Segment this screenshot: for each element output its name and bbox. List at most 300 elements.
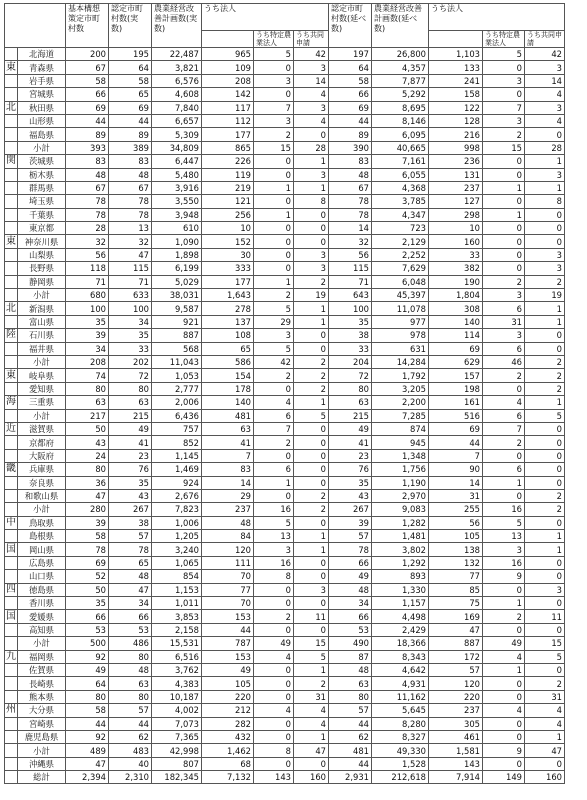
table-row [5,623,565,636]
region-cell: 四 [6,583,16,595]
value-cell: 1,065 [152,556,202,569]
region-cell [5,382,18,395]
table-row [5,382,565,395]
header-corp2-blank [429,31,483,48]
value-cell: 19 [294,289,329,302]
value-cell: 56 [329,248,372,261]
value-cell: 0 [525,663,565,676]
value-cell: 1 [525,315,565,328]
value-cell: 33 [109,342,152,355]
table-row [5,74,565,87]
value-cell: 1 [483,181,525,194]
value-cell: 1 [294,530,329,543]
value-cell: 39 [66,516,109,529]
value-cell: 643 [329,289,372,302]
table-row [5,690,565,703]
prefecture-name: 栃木県 [18,168,66,181]
value-cell: 1,282 [372,516,429,529]
header-corp: うち法人 [202,4,329,31]
value-cell: 432 [202,730,254,743]
value-cell: 2 [525,489,565,502]
value-cell: 0 [525,597,565,610]
value-cell: 874 [372,422,429,435]
value-cell: 0 [483,583,525,596]
value-cell: 177 [202,275,254,288]
value-cell: 47 [66,757,109,770]
value-cell: 215 [109,409,152,422]
value-cell: 0 [294,235,329,248]
value-cell: 38 [329,329,372,342]
value-cell: 0 [254,623,294,636]
value-cell: 80 [109,382,152,395]
value-cell: 67 [66,181,109,194]
value-cell: 0 [254,195,294,208]
value-cell: 0 [294,623,329,636]
prefecture-name: 大分県 [18,704,66,717]
value-cell: 217 [66,409,109,422]
value-cell: 4 [294,704,329,717]
value-cell: 84 [202,530,254,543]
prefecture-name: 滋賀県 [18,422,66,435]
value-cell: 0 [294,556,329,569]
value-cell: 44 [429,436,483,449]
value-cell: 0 [483,489,525,502]
value-cell: 2 [294,503,329,516]
value-cell: 40,665 [372,141,429,154]
value-cell: 4,368 [372,181,429,194]
value-cell: 47 [109,248,152,261]
value-cell: 78 [109,543,152,556]
value-cell: 7,285 [372,409,429,422]
table-row [5,583,565,596]
value-cell: 2 [525,369,565,382]
value-cell: 16 [483,556,525,569]
value-cell: 267 [109,503,152,516]
prefecture-name: 山口県 [18,570,66,583]
value-cell: 158 [429,88,483,101]
value-cell: 3,821 [152,61,202,74]
table-row [5,168,565,181]
value-cell: 237 [429,704,483,717]
value-cell: 0 [254,222,294,235]
table-row [5,396,565,409]
value-cell: 66 [109,610,152,623]
header-base-plan: 基本構想策定市町村数 [66,4,109,48]
value-cell: 0 [254,235,294,248]
value-cell: 11 [294,610,329,623]
value-cell: 2,158 [152,623,202,636]
value-cell: 2 [294,355,329,368]
value-cell: 64 [109,61,152,74]
prefecture-name: 和歌山県 [18,489,66,502]
value-cell: 0 [294,516,329,529]
value-cell: 0 [525,208,565,221]
value-cell: 120 [202,543,254,556]
value-cell: 72 [109,369,152,382]
value-cell: 633 [109,289,152,302]
value-cell: 1 [254,208,294,221]
value-cell: 195 [109,48,152,61]
table-row [5,543,565,556]
prefecture-name: 福井県 [18,342,66,355]
table-row [5,302,565,315]
value-cell: 0 [483,88,525,101]
value-cell: 9,587 [152,302,202,315]
value-cell: 0 [254,583,294,596]
prefecture-name: 石川県 [18,329,66,342]
value-cell: 3 [525,168,565,181]
value-cell: 8,280 [372,717,429,730]
value-cell: 5 [525,650,565,663]
value-cell: 1,205 [152,530,202,543]
table-row [5,556,565,569]
value-cell: 6,516 [152,650,202,663]
value-cell: 7 [254,101,294,114]
value-cell: 7,132 [202,771,254,784]
value-cell: 1,103 [429,48,483,61]
value-cell: 70 [202,570,254,583]
value-cell: 629 [429,355,483,368]
value-cell: 0 [254,690,294,703]
value-cell: 44 [66,114,109,127]
value-cell: 382 [429,262,483,275]
region-cell: 畿 [6,463,16,475]
table-row [5,275,565,288]
header-certified-muni-ext: 認定市町村数(延べ数) [329,4,372,48]
value-cell: 65 [109,556,152,569]
value-cell: 9 [483,570,525,583]
value-cell: 36 [66,476,109,489]
value-cell: 118 [66,262,109,275]
value-cell: 280 [66,503,109,516]
value-cell: 58 [66,74,109,87]
prefecture-name: 茨城県 [18,155,66,168]
value-cell: 44 [202,623,254,636]
value-cell: 47 [109,583,152,596]
region-cell [5,730,18,743]
value-cell: 100 [329,302,372,315]
table-row [5,570,565,583]
value-cell: 7,365 [152,730,202,743]
value-cell: 255 [429,503,483,516]
value-cell: 0 [525,516,565,529]
prefecture-name: 千葉県 [18,208,66,221]
value-cell: 0 [483,262,525,275]
value-cell: 78 [109,195,152,208]
value-cell: 3 [525,583,565,596]
region-cell: 九 [6,650,16,662]
value-cell: 63 [66,396,109,409]
value-cell: 24 [66,449,109,462]
value-cell: 4 [254,650,294,663]
value-cell: 190 [429,275,483,288]
value-cell: 3,916 [152,181,202,194]
value-cell: 568 [152,342,202,355]
value-cell: 1,792 [372,369,429,382]
value-cell: 32 [109,235,152,248]
value-cell: 887 [429,637,483,650]
value-cell: 3 [483,329,525,342]
value-cell: 2,970 [372,489,429,502]
table-row [5,449,565,462]
value-cell: 49,330 [372,744,429,757]
value-cell: 6 [254,463,294,476]
value-cell: 4 [294,114,329,127]
value-cell: 0 [483,690,525,703]
value-cell: 33 [329,342,372,355]
value-cell: 0 [294,597,329,610]
value-cell: 76 [109,463,152,476]
table-row [5,315,565,328]
value-cell: 1,153 [152,583,202,596]
value-cell: 87 [329,650,372,663]
value-cell: 0 [254,597,294,610]
prefecture-name: 熊本県 [18,690,66,703]
value-cell: 108 [202,329,254,342]
value-cell: 461 [429,730,483,743]
value-cell: 0 [525,436,565,449]
value-cell: 50 [66,583,109,596]
value-cell: 63 [109,396,152,409]
value-cell: 115 [329,262,372,275]
value-cell: 80 [329,382,372,395]
value-cell: 3,240 [152,543,202,556]
value-cell: 43 [109,489,152,502]
value-cell: 26,800 [372,48,429,61]
value-cell: 44 [109,717,152,730]
value-cell: 282 [202,717,254,730]
value-cell: 169 [429,610,483,623]
value-cell: 6 [483,342,525,355]
region-cell: 州 [6,704,16,716]
prefecture-name: 静岡県 [18,275,66,288]
value-cell: 8 [254,570,294,583]
value-cell: 197 [329,48,372,61]
value-cell: 78 [329,208,372,221]
value-cell: 390 [329,141,372,154]
value-cell: 132 [429,556,483,569]
value-cell: 8,146 [372,114,429,127]
value-cell: 1 [294,315,329,328]
value-cell: 18,366 [372,637,429,650]
value-cell: 11,162 [372,690,429,703]
value-cell: 31 [525,690,565,703]
table-row [5,610,565,623]
value-cell: 2 [294,677,329,690]
value-cell: 2 [525,503,565,516]
value-cell: 0 [254,730,294,743]
header-joint: うち共同申請 [294,31,329,48]
value-cell: 38 [109,516,152,529]
value-cell: 34 [66,342,109,355]
table-row [5,757,565,770]
value-cell: 15,531 [152,637,202,650]
value-cell: 0 [294,329,329,342]
region-cell [5,168,18,181]
value-cell: 7 [429,449,483,462]
value-cell: 74 [66,369,109,382]
value-cell: 53 [66,623,109,636]
value-cell: 1 [483,476,525,489]
value-cell: 3,762 [152,663,202,676]
value-cell: 1 [483,597,525,610]
region-cell: 関 [6,155,16,167]
value-cell: 226 [202,155,254,168]
value-cell: 69 [109,101,152,114]
value-cell: 3 [483,114,525,127]
value-cell: 77 [202,583,254,596]
value-cell: 4,383 [152,677,202,690]
value-cell: 83 [202,463,254,476]
value-cell: 216 [429,128,483,141]
value-cell: 1 [483,663,525,676]
region-cell [5,663,18,676]
value-cell: 83 [109,155,152,168]
value-cell: 72 [329,369,372,382]
value-cell: 2 [483,610,525,623]
value-cell: 486 [109,637,152,650]
value-cell: 112 [202,114,254,127]
value-cell: 5 [254,302,294,315]
value-cell: 237 [429,181,483,194]
value-cell: 0 [294,757,329,770]
value-cell: 75 [429,597,483,610]
value-cell: 1,090 [152,235,202,248]
value-cell: 133 [429,61,483,74]
value-cell: 122 [429,101,483,114]
value-cell: 3 [525,248,565,261]
value-cell: 14 [429,476,483,489]
value-cell: 14 [525,74,565,87]
value-cell: 267 [329,503,372,516]
value-cell: 1 [294,155,329,168]
value-cell: 42 [294,48,329,61]
value-cell: 8,695 [372,101,429,114]
region-cell [5,503,18,516]
value-cell: 48 [109,570,152,583]
value-cell: 69 [329,101,372,114]
value-cell: 10 [202,222,254,235]
value-cell: 23 [109,449,152,462]
value-cell: 0 [254,61,294,74]
value-cell: 53 [329,623,372,636]
value-cell: 19 [525,289,565,302]
value-cell: 43 [66,436,109,449]
value-cell: 1,330 [372,583,429,596]
value-cell: 49 [483,637,525,650]
value-cell: 66 [329,556,372,569]
value-cell: 44 [329,757,372,770]
value-cell: 16 [254,503,294,516]
prefecture-name: 宮城県 [18,88,66,101]
value-cell: 0 [483,757,525,770]
value-cell: 865 [202,141,254,154]
value-cell: 2,429 [372,623,429,636]
value-cell: 64 [66,677,109,690]
value-cell: 56 [66,248,109,261]
value-cell: 1 [525,530,565,543]
table-row [5,101,565,114]
value-cell: 1,462 [202,744,254,757]
value-cell: 1,348 [372,449,429,462]
subtotal-row [5,141,565,154]
value-cell: 131 [429,168,483,181]
value-cell: 924 [152,476,202,489]
value-cell: 3,802 [372,543,429,556]
value-cell: 49 [66,663,109,676]
value-cell: 70 [202,597,254,610]
value-cell: 127 [429,195,483,208]
value-cell: 489 [66,744,109,757]
value-cell: 41 [109,436,152,449]
value-cell: 49 [202,663,254,676]
value-cell: 256 [202,208,254,221]
prefecture-name: 岡山県 [18,543,66,556]
value-cell: 58 [66,704,109,717]
value-cell: 1,528 [372,757,429,770]
value-cell: 2 [483,436,525,449]
value-cell: 3 [294,248,329,261]
table-row [5,128,565,141]
table-row [5,48,565,61]
value-cell: 35 [329,476,372,489]
value-cell: 58 [329,74,372,87]
value-cell: 490 [329,637,372,650]
value-cell: 586 [202,355,254,368]
value-cell: 71 [66,275,109,288]
table-row [5,155,565,168]
value-cell: 5 [254,48,294,61]
value-cell: 1 [525,396,565,409]
value-cell: 7,073 [152,717,202,730]
value-cell: 63 [329,677,372,690]
value-cell: 44 [66,717,109,730]
value-cell: 333 [202,262,254,275]
value-cell: 481 [329,744,372,757]
value-cell: 0 [483,677,525,690]
value-cell: 5,645 [372,704,429,717]
value-cell: 80 [66,690,109,703]
value-cell: 6,447 [152,155,202,168]
value-cell: 2 [294,275,329,288]
value-cell: 3 [294,61,329,74]
value-cell: 3 [294,262,329,275]
value-cell: 65 [109,88,152,101]
value-cell: 4 [254,396,294,409]
region-cell: 東 [6,61,16,73]
value-cell: 4 [525,717,565,730]
prefecture-name: 秋田県 [18,101,66,114]
value-cell: 63 [109,677,152,690]
value-cell: 7 [483,101,525,114]
value-cell: 2 [483,369,525,382]
header-corp2: うち法人 [429,4,565,31]
value-cell: 2 [483,275,525,288]
table-row [5,235,565,248]
value-cell: 5,480 [152,168,202,181]
value-cell: 6,436 [152,409,202,422]
value-cell: 500 [66,637,109,650]
value-cell: 43 [329,489,372,502]
value-cell: 7,629 [372,262,429,275]
value-cell: 62 [109,730,152,743]
region-cell: 海 [6,396,16,408]
value-cell: 0 [525,476,565,489]
value-cell: 47 [525,744,565,757]
value-cell: 1,469 [152,463,202,476]
value-cell: 8 [525,195,565,208]
value-cell: 0 [294,570,329,583]
